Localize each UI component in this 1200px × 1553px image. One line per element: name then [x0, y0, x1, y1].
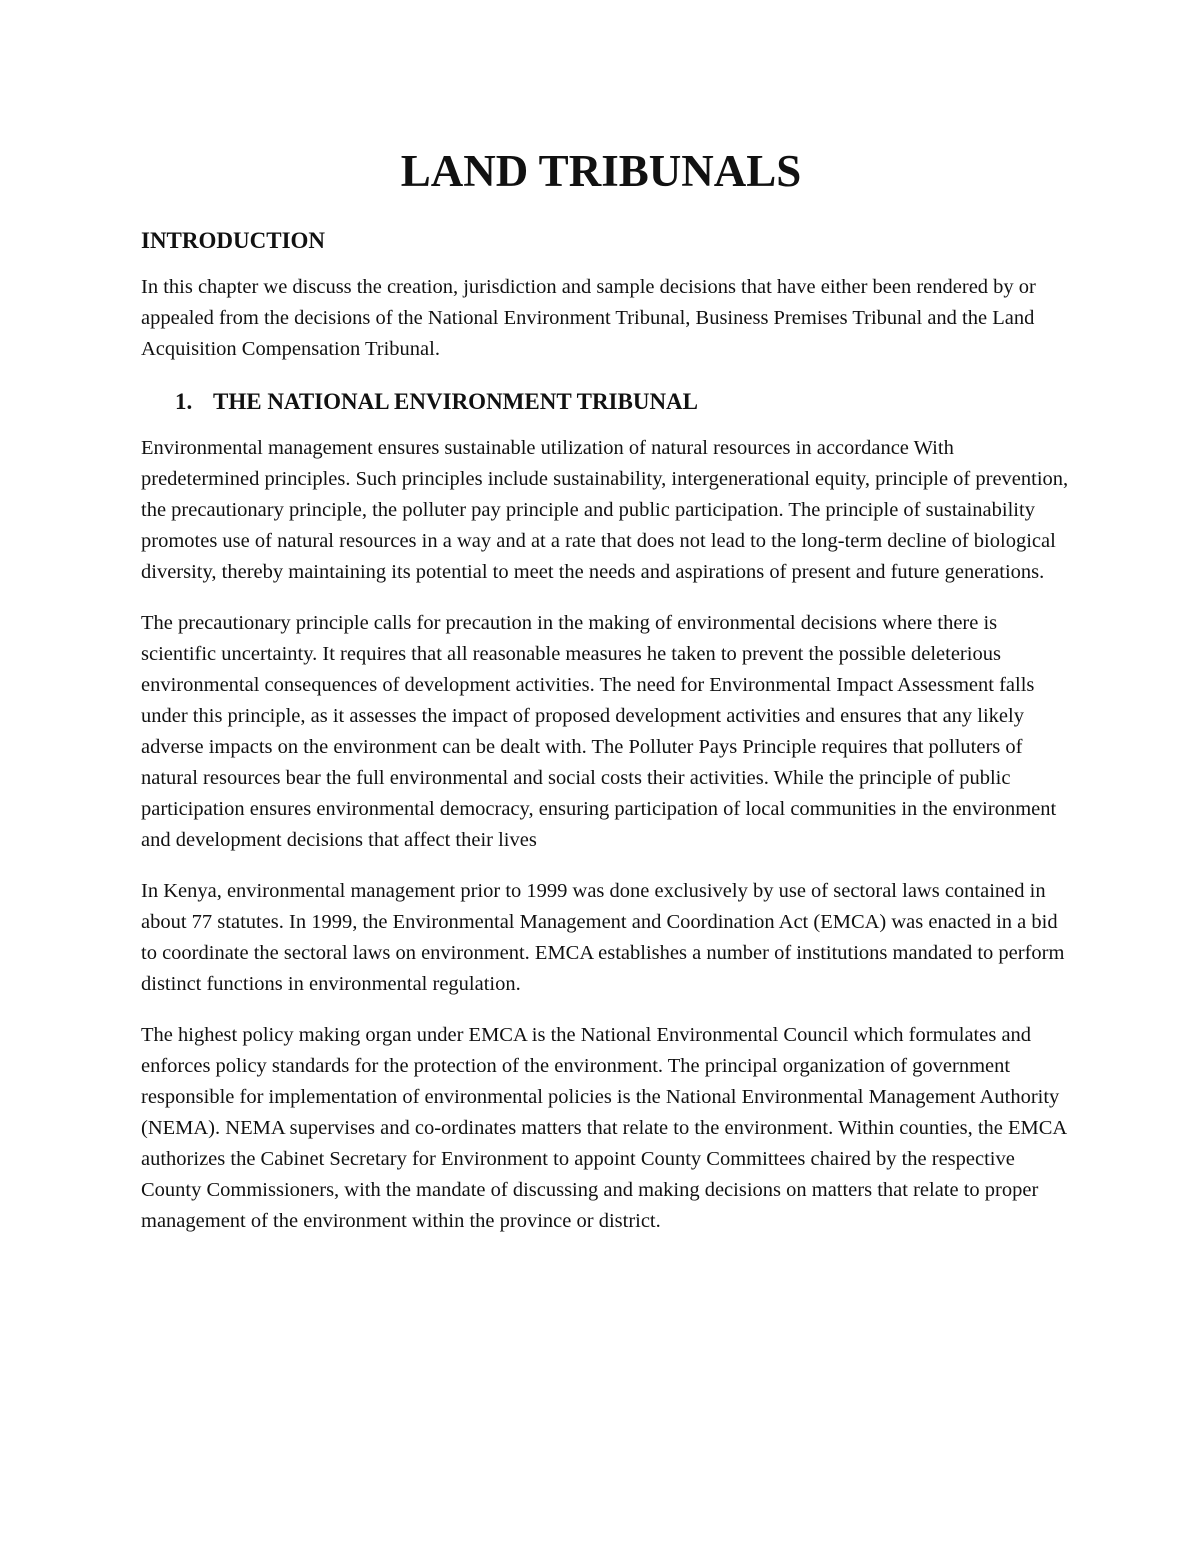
- document-body: [141, 140, 1071, 1237]
- section-1-title: THE NATIONAL ENVIRONMENT TRIBUNAL: [213, 389, 699, 414]
- section-1-paragraph-4: The highest policy making organ under EMCA is the National Environmental Council which formulates and enforces policy standards for the protection of the environment. The principal organization of government responsible for implementation of environmental policies is the National Environmental Management Authority (NEMA). NEMA supervises and co-ordinates matters that relate to the environment. Within counties, the EMCA authorizes the Cabinet Secretary for Environment to appoint County Committees chaired by the respective County Commissioners, with the mandate of discussing and making decisions on matters that relate to proper management of the environment within the province or district.: [141, 1024, 1067, 1232]
- section-1-paragraph-1: Environmental management ensures sustainable utilization of natural resources in accordance With predetermined principles. Such principles include sustainability, intergenerational equity, principle of prevention, the precautionary principle, the polluter pay principle and public participation. The principle of sustainability promotes use of natural resources in a way and at a rate that does not lead to the long-term decline of biological diversity, thereby maintaining its potential to meet the needs and aspirations of present and future generations.: [141, 437, 1069, 583]
- introduction-heading: INTRODUCTION: [141, 228, 326, 253]
- section-1-paragraph-3: In Kenya, environmental management prior to 1999 was done exclusively by use of sectoral laws contained in about 77 statutes. In 1999, the Environmental Management and Coordination Act (EMCA) was enacted in a bid to coordinate the sectoral laws on environment. EMCA establishes a number of institutions mandated to perform distinct functions in environmental regulation.: [141, 880, 1065, 995]
- section-1-heading: [175, 385, 1071, 419]
- section-1-paragraph-2: The precautionary principle calls for precaution in the making of environmental decisions where there is scientific uncertainty. It requires that all reasonable measures he taken to prevent the possible deleterious environmental consequences of development activities. The need for Environmental Impact Assessment falls under this principle, as it assesses the impact of proposed development activities and ensures that any likely adverse impacts on the environment can be dealt with. The Polluter Pays Principle requires that polluters of natural resources bear the full environmental and social costs their activities. While the principle of public participation ensures environmental democracy, ensuring participation of local communities in the environment and development decisions that affect their lives: [141, 612, 1057, 851]
- introduction-paragraph: In this chapter we discuss the creation, jurisdiction and sample decisions that have either been rendered by or appealed from the decisions of the National Environment Tribunal, Business Premises Tribunal and the Land Acquisition Compensation Tribunal.: [141, 276, 1036, 360]
- document-title: LAND TRIBUNALS: [400, 146, 802, 196]
- section-1-number: 1.: [175, 389, 193, 414]
